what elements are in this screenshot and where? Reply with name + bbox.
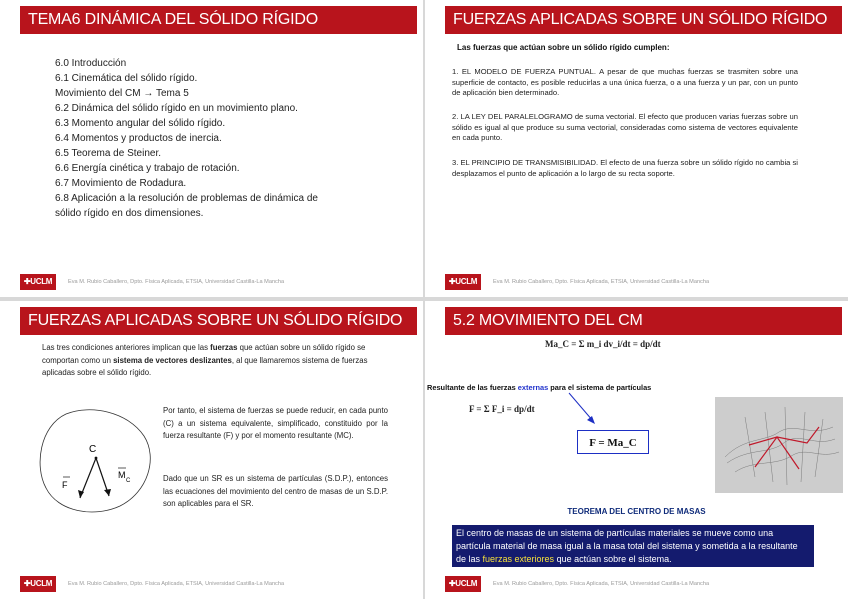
toc-item: 6.7 Movimiento de Rodadura.: [55, 178, 187, 189]
text-run: El centro de masas de un sistema de partículas materiales se mueve como una partícula material de masa igual a la masa total del sistema y sometida a la resultante de las: [456, 528, 798, 564]
slide-1: [0, 0, 423, 297]
slide-2: [425, 0, 848, 297]
text-run-bold: sistema de vectores deslizantes: [113, 355, 232, 365]
resultant-caption: [427, 383, 651, 392]
toc-item: 6.2 Dinámica del sólido rígido en un movimiento plano.: [55, 103, 298, 114]
slide-footer: [20, 576, 417, 594]
toc-item: sólido rígido en dos dimensiones.: [55, 208, 204, 219]
pointer-arrow: [565, 391, 605, 431]
slide-intro: Las fuerzas que actúan sobre un sólido rígido cumplen:: [457, 43, 670, 52]
toc-item: 6.5 Teorema de Steiner.: [55, 148, 161, 159]
uclm-logo: ✚UCLM: [445, 274, 481, 290]
toc-item: 6.3 Momento angular del sólido rígido.: [55, 118, 226, 129]
slide-footer: [20, 274, 417, 292]
paragraph-puntual: 1. EL MODELO DE FUERZA PUNTUAL. A pesar de que muchas fuerzas se trasmiten sobre una superficie de contacto, es posible reducirlas a una única fuerza, o a una fuerza y un par, con un punto de aplicación bien determinado.: [452, 67, 798, 97]
equation-ma-cm: Ma_C = Σ m_i dv_i/dt = dp/dt: [545, 339, 661, 349]
toc-item: 6.4 Momentos y productos de inercia.: [55, 133, 222, 144]
text-run-highlight: fuerzas exteriores: [482, 554, 555, 564]
uclm-logo: ✚UCLM: [20, 274, 56, 290]
text-run-highlight: externas: [517, 383, 549, 392]
slide-title: TEMA6 DINÁMICA DEL SÓLIDO RÍGIDO: [20, 6, 417, 34]
text-run: , al que llamaremos sistema de fuerzas aplicadas sobre el sólido rígido.: [42, 355, 368, 377]
moment-arrowhead: [104, 489, 111, 496]
text-run: Las tres condiciones anteriores implican que las: [42, 343, 211, 352]
rigid-body-diagram: [36, 406, 156, 516]
paragraph-transmisibilidad: 3. EL PRINCIPIO DE TRANSMISIBILIDAD. El efecto de una fuerza sobre un sólido rígido no cambia si desplazamos el punto de aplicación a lo largo de su recta soporte.: [452, 158, 798, 178]
text-run-bold: fuerzas: [210, 343, 238, 352]
toc-item: 6.6 Energía cinética y trabajo de rotación.: [55, 163, 240, 174]
text-run: para el sistema de partículas: [548, 383, 652, 392]
uclm-logo: ✚UCLM: [20, 576, 56, 592]
table-of-contents: [55, 56, 355, 221]
paragraph-paralelogramo: 2. LA LEY DEL PARALELOGRAMO de suma vectorial. El efecto que producen varias fuerzas sobre un sólido es igual al que produce su suma vectorial, consideradas como sistema de vectores equivalente en cada punto.: [452, 112, 798, 142]
text-run: que actúan sobre el sistema.: [554, 554, 672, 564]
pointer-arrow-line: [569, 393, 593, 421]
text-run: Resultante de las fuerzas: [427, 383, 518, 392]
paragraph-sdp: Dado que un SR es un sistema de partículas (S.D.P.), entonces las ecuaciones del movimiento del centro de masas de un S.D.P. son aplicables para el SR.: [163, 474, 388, 508]
pointer-arrow-head: [587, 416, 595, 424]
slide-title: FUERZAS APLICADAS SOBRE UN SÓLIDO RÍGIDO: [20, 307, 417, 335]
toc-item: Movimiento del CM → Tema 5: [55, 88, 189, 99]
footer-credit: Eva M. Rubio Caballero, Dpto. Física Aplicada, ETSIA, Universidad Castilla-La Mancha: [493, 279, 710, 285]
mass-system-photo: [715, 397, 843, 493]
equation-resultant: F = Σ F_i = dp/dt: [469, 404, 535, 414]
footer-credit: Eva M. Rubio Caballero, Dpto. Física Aplicada, ETSIA, Universidad Castilla-La Mancha: [68, 279, 285, 285]
label-m: M: [118, 470, 126, 480]
toc-item: 6.1 Cinemática del sólido rígido.: [55, 73, 198, 84]
slide-title: 5.2 MOVIMIENTO DEL CM: [445, 307, 842, 335]
paragraph-condiciones: [42, 342, 388, 380]
text-run: que actúan sobre un sólido rígido se comportan como un: [42, 343, 366, 365]
toc-item: 6.0 Introducción: [55, 58, 127, 69]
label-c: C: [89, 444, 97, 455]
footer-credit: Eva M. Rubio Caballero, Dpto. Física Aplicada, ETSIA, Universidad Castilla-La Mancha: [68, 581, 285, 587]
theorem-heading: TEOREMA DEL CENTRO DE MASAS: [567, 507, 706, 516]
toc-item: 6.8 Aplicación a la resolución de problemas de dinámica de: [55, 193, 318, 204]
slide-3: [0, 301, 423, 599]
paragraph-reduccion: Por tanto, el sistema de fuerzas se puede reducir, en cada punto (C) a un sistema equivalente, simplificado, constituido por la fuerza resultante (F) y por el momento resultante (MC).: [163, 406, 388, 440]
slide-title: FUERZAS APLICADAS SOBRE UN SÓLIDO RÍGIDO: [445, 6, 842, 34]
uclm-logo: ✚UCLM: [445, 576, 481, 592]
label-m-sub: C: [126, 478, 131, 484]
photo-background: [715, 397, 843, 493]
slide-footer: [445, 576, 842, 594]
slide-4: [425, 301, 848, 599]
boxed-equation: F = Ma_C: [577, 430, 649, 454]
label-f: F: [62, 480, 68, 490]
photo-figure: [715, 397, 843, 493]
theorem-statement: [452, 525, 814, 567]
footer-credit: Eva M. Rubio Caballero, Dpto. Física Aplicada, ETSIA, Universidad Castilla-La Mancha: [493, 581, 710, 587]
slide-footer: [445, 274, 842, 292]
